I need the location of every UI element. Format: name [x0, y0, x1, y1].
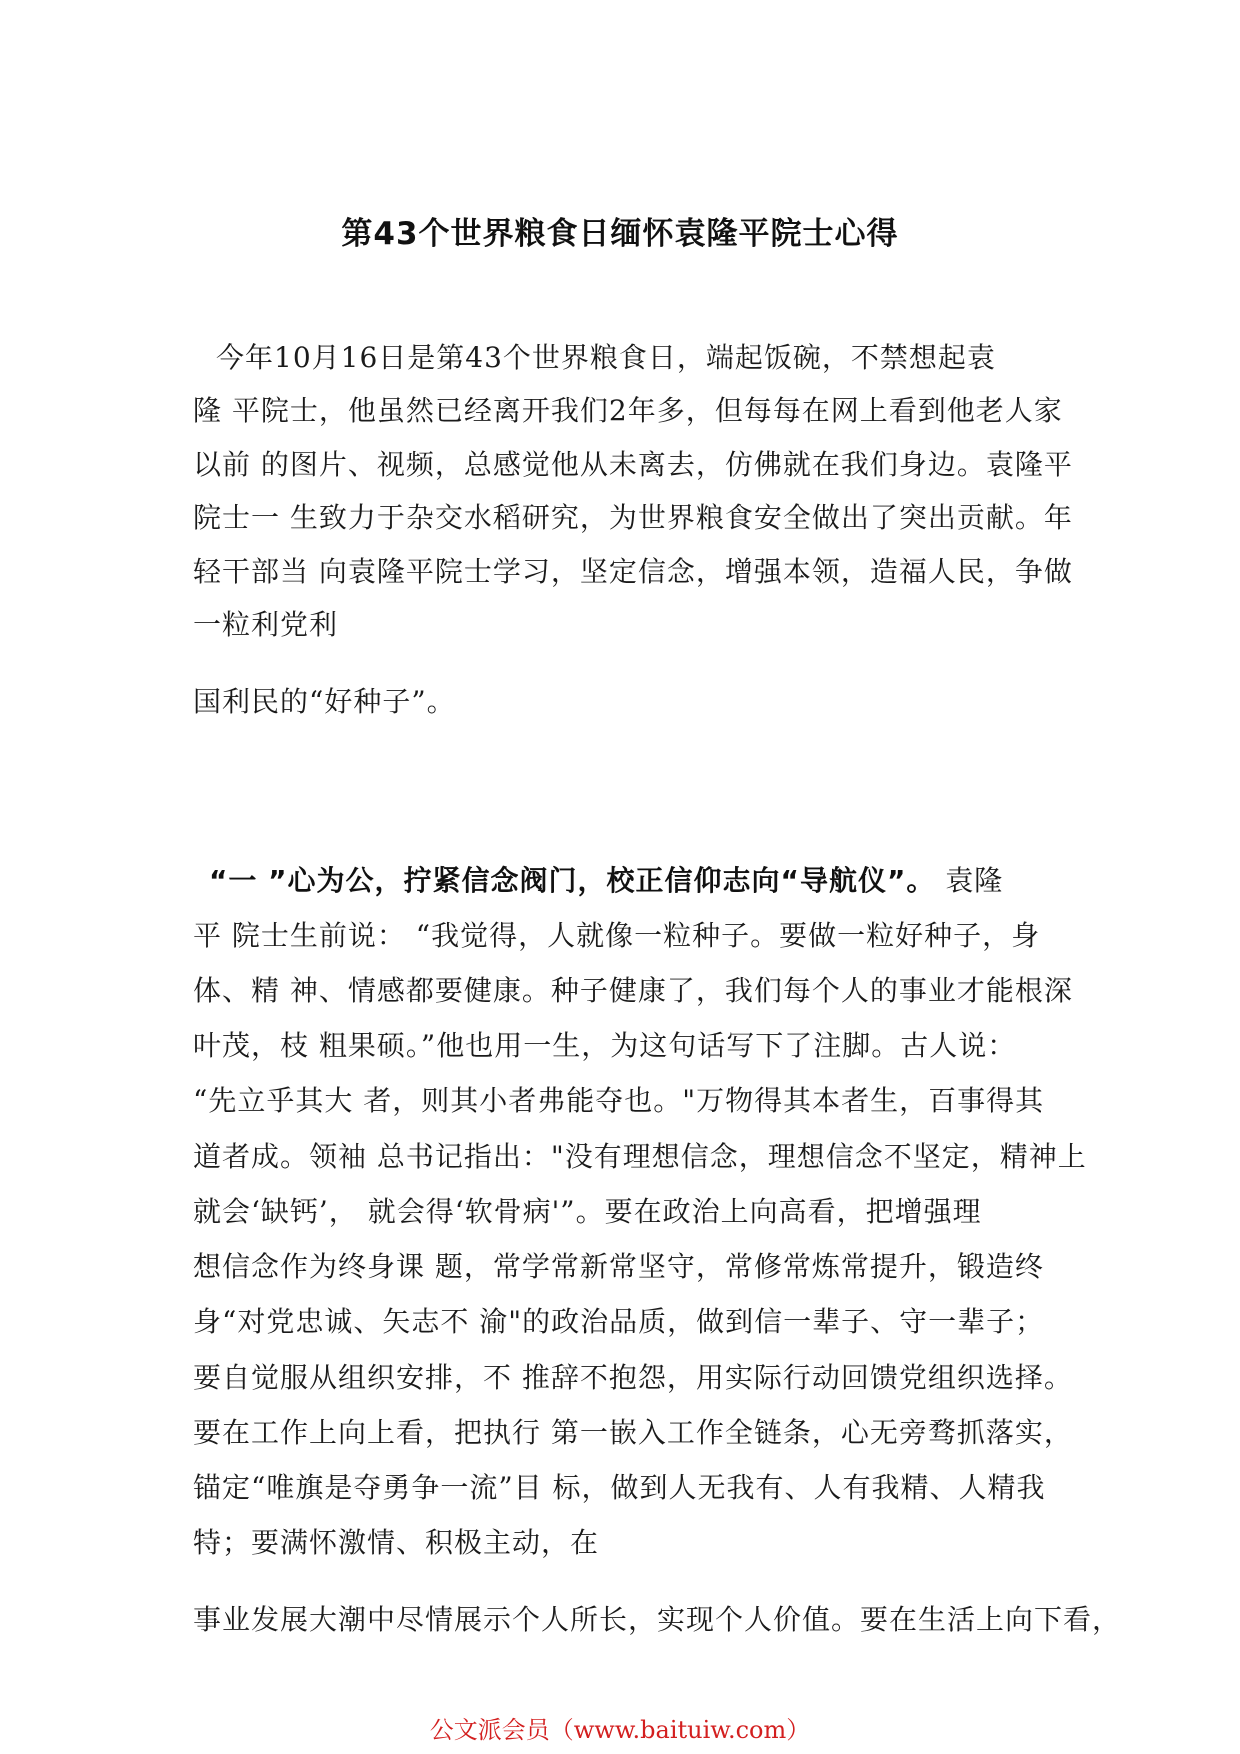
- document-title: 第43个世界粮食日缅怀袁隆平院士心得: [341, 216, 899, 252]
- section1-line-2: 体、精 神、情感都要健康。种子健康了，我们每个人的事业才能根深: [193, 974, 1073, 1007]
- section1-line-3: 叶茂，枝 粗果硕。”他也用一生，为这句话写下了注脚。古人说：: [193, 1029, 1017, 1062]
- section1-tail: 事业发展大潮中尽情展示个人所长，实现个人价值。要在生活上向下看，: [193, 1603, 1122, 1636]
- paragraph1-line-1: 今年10月16日是第43个世界粮食日，端起饭碗，不禁想起袁: [216, 341, 996, 374]
- section1-line-7: 想信念作为终身课 题，常学常新常坚守，常修常炼常提升，锻造终: [193, 1250, 1044, 1283]
- section1-line-4: “先立乎其大 者，则其小者弗能夺也。"万物得其本者生，百事得其: [193, 1084, 1045, 1117]
- section1-line-12: 特；要满怀激情、积极主动，在: [193, 1526, 600, 1559]
- section1-line-11: 锚定“唯旗是夺勇争一流”目 标，做到人无我有、人有我精、人精我: [193, 1471, 1046, 1504]
- footer-watermark: 公文派会员（www.baituiw.com）: [429, 1716, 811, 1744]
- section1-line-8: 身“对党忠诚、矢志不 渝"的政治品质，做到信一辈子、守一辈子；: [193, 1305, 1045, 1338]
- paragraph1-line-2: 隆 平院士，他虽然已经离开我们2年多，但每每在网上看到他老人家: [193, 394, 1063, 427]
- paragraph1-line-3: 以前 的图片、视频，总感觉他从未离去，仿佛就在我们身边。袁隆平: [193, 448, 1073, 481]
- section1-line-6: 就会‘缺钙’， 就会得‘软骨病'”。要在政治上向高看，把增强理: [193, 1195, 982, 1228]
- paragraph1-tail: 国利民的“好种子”。: [193, 685, 456, 718]
- paragraph1-line-5: 轻干部当 向袁隆平院士学习，坚定信念，增强本领，造福人民，争做: [193, 555, 1073, 588]
- section1-line-5: 道者成。领袖 总书记指出："没有理想信念，理想信念不坚定，精神上: [193, 1140, 1087, 1173]
- section1-line-10: 要在工作上向上看，把执行 第一嵌入工作全链条，心无旁骛抓落实，: [193, 1416, 1073, 1449]
- section1-heading-line: [209, 863, 1003, 899]
- paragraph1-line-4: 院士一 生致力于杂交水稻研究，为世界粮食安全做出了突出贡献。年: [193, 501, 1073, 534]
- section1-line-9: 要自觉服从组织安排，不 推辞不抱怨，用实际行动回馈党组织选择。: [193, 1361, 1073, 1394]
- paragraph1-line-6: 一粒利党利: [193, 608, 339, 641]
- section1-line-1: 平 院士生前说： “我觉得，人就像一粒种子。要做一粒好种子，身: [193, 919, 1041, 952]
- section1-heading: “一 ”心为公，拧紧信念阀门，校正信仰志向“导航仪”。: [209, 864, 936, 897]
- section1-heading-rest: 袁隆: [935, 864, 1004, 897]
